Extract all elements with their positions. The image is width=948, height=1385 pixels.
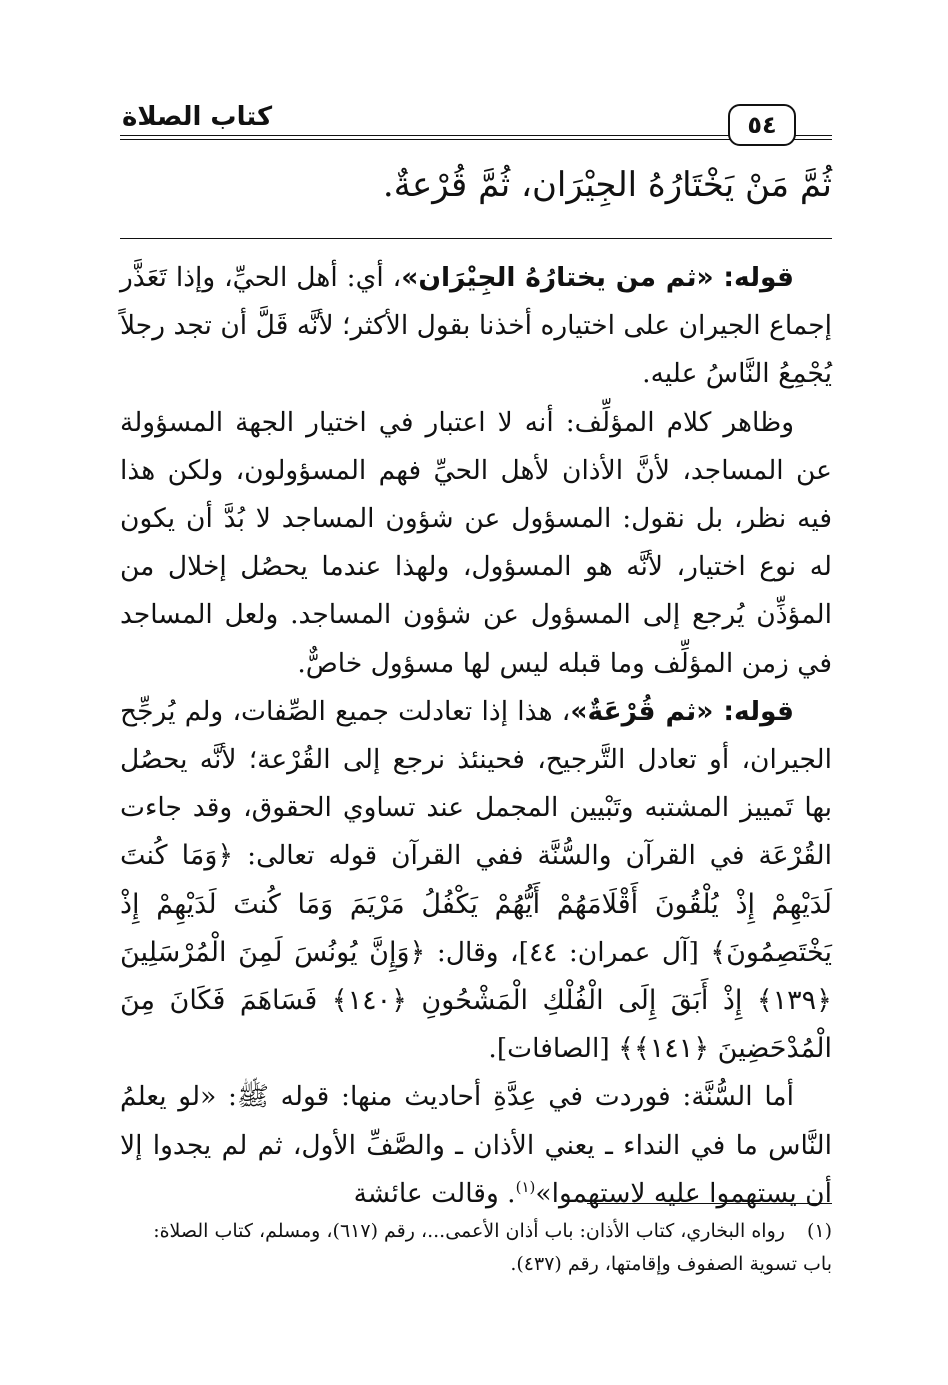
footnote-marker: (١) bbox=[515, 1178, 536, 1197]
paragraph-4 bbox=[120, 1073, 832, 1218]
verse-reference: [آل عمران: ٤٤]، وقال: bbox=[425, 936, 711, 968]
quran-verse: ﴿وَإِنَّ يُونُسَ لَمِنَ الْمُرْسَلِينَ ﴿١٣٩﴾ إِذْ أَبَقَ إِلَى الْفُلْكِ الْمَشْحُونِ ﴿١٤٠﴾ فَسَاهَمَ فَكَانَ مِنَ الْمُدْحَضِينَ ﴿١٤١﴾﴾ bbox=[120, 936, 832, 1065]
footnote-text: رواه البخاري، كتاب الأذان: باب أذان الأعمى...، رقم (٦١٧)، ومسلم، كتاب الصلاة: باب تسوية الصفوف وإقامتها، رقم (٤٣٧). bbox=[153, 1220, 832, 1275]
page-header bbox=[120, 100, 832, 144]
commentary-body bbox=[120, 254, 832, 1218]
paragraph-text: . وقالت عائشة bbox=[353, 1177, 516, 1209]
paragraph-1 bbox=[120, 254, 832, 399]
quran-verse: ﴿وَمَا كُنتَ لَدَيْهِمْ إِذْ يُلْقُونَ أَقْلَامَهُمْ أَيُّهُمْ يَكْفُلُ مَرْيَمَ وَمَا كُنتَ لَدَيْهِمْ إِذْ يَخْتَصِمُونَ﴾ bbox=[120, 840, 832, 968]
footnote-number: (١) bbox=[806, 1220, 832, 1242]
matn-text: ثُمَّ مَنْ يَخْتَارُهُ الجِيْرَان، ثُمَّ قُرْعةٌ. bbox=[382, 165, 832, 205]
footnote-divider bbox=[587, 1203, 832, 1204]
verse-reference: [الصافات]. bbox=[488, 1033, 619, 1065]
page-number: ٥٤ bbox=[728, 104, 796, 146]
paragraph-3 bbox=[120, 688, 832, 1074]
paragraph-text: ، هذا إذا تعادلت جميع الصِّفات، ولم يُرجِّح الجيران، أو تعادل التَّرجيح، فحينئذ نرجع إلى القُرْعة؛ لأنَّه يحصُل بها تَمييز المشتبه وتَبْيين المجمل عند تساوي الحقوق، وقد جاءت القُرْعَة في القرآن والسُّنَّة ففي القرآن قوله تعالى: bbox=[120, 695, 832, 872]
book-title: كتاب الصلاة bbox=[120, 100, 282, 134]
header-rule bbox=[120, 135, 832, 140]
paragraph-lead: قوله: «ثم قُرْعَةٌ» bbox=[570, 695, 794, 727]
paragraph-2 bbox=[120, 399, 832, 688]
paragraph-text: أما السُّنَّة: فوردت في عِدَّةِ أحاديث منها: قوله ﷺ: «لو يعلمُ النَّاس ما في النداء ـ يعني الأذان ـ والصَّفِّ الأول، ثم لم يجدوا إلا أن يستهموا عليه لاستهموا» bbox=[120, 1081, 832, 1209]
paragraph-text: ، أي: أهل الحيِّ، وإذا تَعَذَّر إجماع الجيران على اختياره أخذنا بقول الأكثر؛ لأنَّه قَلَّ أن تجد رجلاً يُجْمِعُ النَّاسُ عليه. bbox=[120, 262, 832, 390]
matn-divider bbox=[120, 238, 832, 239]
footnote bbox=[120, 1215, 832, 1281]
paragraph-text: وظاهر كلام المؤلِّف: أنه لا اعتبار في اختيار الجهة المسؤولة عن المساجد، لأنَّ الأذان لأهل الحيِّ فهم المسؤولون، ولكن هذا فيه نظر، بل نقول: المسؤول عن شؤون المساجد لا بُدَّ أن يكون له نوع اختيار، لأنَّه هو المسؤول، ولهذا عندما يحصُل إخلال من المؤذِّن يُرجع إلى المسؤول عن شؤون المساجد. ولعل المساجد في زمن المؤلِّف وما قبله ليس لها مسؤول خاصٌّ. bbox=[120, 406, 832, 679]
paragraph-lead: قوله: «ثم من يختارُهُ الجِيْرَان» bbox=[401, 262, 794, 293]
